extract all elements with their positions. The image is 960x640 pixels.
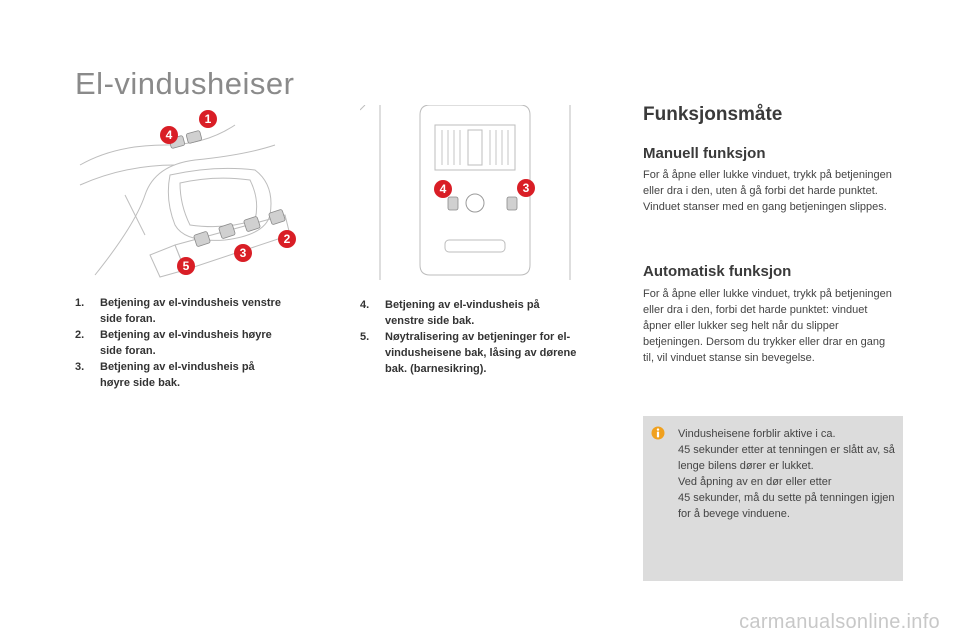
- watermark: carmanualsonline.info: [739, 611, 940, 633]
- legend-text: Betjening av el-vindusheis venstre side foran.: [100, 297, 281, 325]
- legend-text: Betjening av el-vindusheis på venstre side bak.: [385, 299, 540, 327]
- legend-number: 4.: [360, 299, 370, 311]
- section-title: Funksjonsmåte: [643, 104, 783, 125]
- callout-label: 3: [522, 181, 530, 195]
- callout-label: 3: [239, 246, 247, 260]
- callout-label: 2: [283, 232, 291, 246]
- info-icon: [651, 426, 665, 440]
- legend-item: [75, 359, 285, 391]
- legend-number: 3.: [75, 361, 85, 373]
- callout-4-left: [160, 126, 178, 144]
- callout-3-mid: [517, 179, 535, 197]
- callout-5-left: [177, 257, 195, 275]
- callout-1-left: [199, 110, 217, 128]
- legend-item: [75, 295, 285, 327]
- legend-item: [75, 327, 285, 359]
- callout-label: 5: [182, 259, 190, 273]
- manual-function-text: For å åpne eller lukke vinduet, trykk på betjeningen eller dra i den, uten å gå forbi det harde punktet. Vinduet stanser med en gang betjeningen slippes.: [643, 169, 892, 213]
- legend-left: [75, 295, 285, 391]
- legend-item: [360, 297, 580, 329]
- legend-number: 1.: [75, 297, 85, 309]
- legend-text: Betjening av el-vindusheis høyre side foran.: [100, 329, 272, 357]
- legend-number: 2.: [75, 329, 85, 341]
- legend-number: 5.: [360, 331, 370, 343]
- info-box: [643, 416, 903, 581]
- automatic-function-heading: Automatisk funksjon: [643, 263, 792, 280]
- legend-item: [360, 329, 580, 377]
- callout-label: 1: [204, 112, 212, 126]
- rear-console-figure: [360, 105, 590, 280]
- manual-function-heading: Manuell funksjon: [643, 145, 766, 162]
- legend-text: Nøytralisering av betjeninger for el-vindusheisene bak, låsing av dørene bak. (barnesikring).: [385, 331, 577, 375]
- automatic-function-text: For å åpne eller lukke vinduet, trykk på betjeningen eller dra i den, forbi det harde punktet: vinduet åpner eller lukker seg helt når du slipper betjeningen. Dersom du trykker eller drar en gang til, vil vinduet stanse sin bevegelse.: [643, 288, 892, 364]
- legend-text: Betjening av el-vindusheis på høyre side bak.: [100, 361, 255, 389]
- callout-4-mid: [434, 180, 452, 198]
- info-text: Vindusheisene forblir aktive i ca. 45 sekunder etter at tenningen er slått av, så lenge bilens dører er lukket. Ved åpning av en dør eller etter 45 sekunder, må du sette på tenningen igjen for å bevege vinduene.: [678, 428, 895, 520]
- door-switches-figure: [75, 105, 300, 280]
- callout-2-left: [278, 230, 296, 248]
- callout-3-left: [234, 244, 252, 262]
- callout-label: 4: [165, 128, 173, 142]
- legend-right: [360, 297, 580, 377]
- page-title: El-vindusheiser: [75, 66, 295, 101]
- callout-label: 4: [439, 182, 447, 196]
